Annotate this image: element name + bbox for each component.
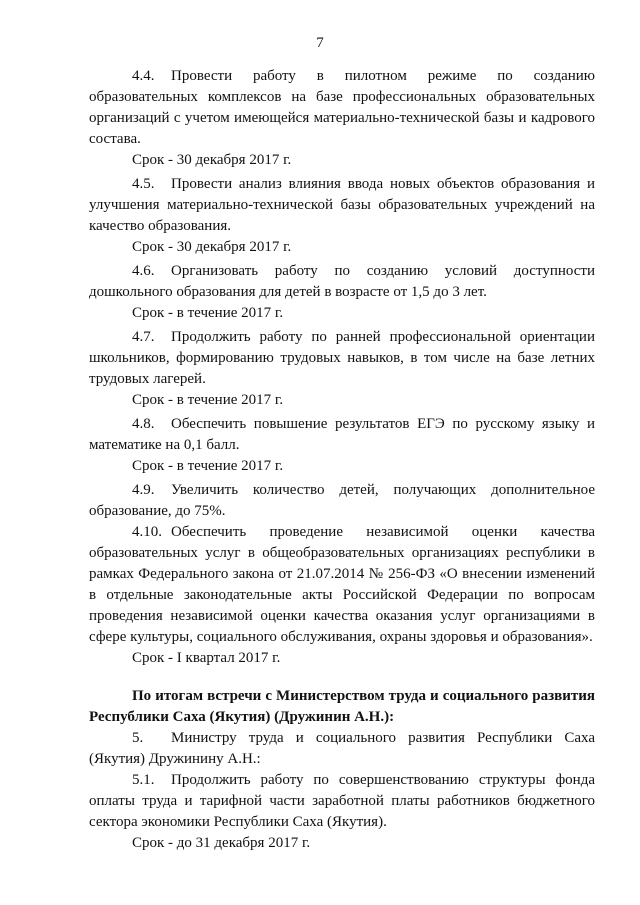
document-body bbox=[89, 66, 595, 857]
item-text: Провести работу в пилотном режиме по созданию образовательных комплексов на базе профессиональных образовательных организаций с учетом имеющейся материально-технической базы и кадрового состава. bbox=[89, 68, 595, 147]
item-text: Продолжить работу по совершенствованию структуры фонда оплаты труда и тарифной части заработной платы работников бюджетного сектора экономики Республики Саха (Якутия). bbox=[89, 772, 595, 830]
item-number: 5.1. bbox=[132, 772, 155, 788]
list-item-4-10 bbox=[89, 522, 595, 648]
item-text: Провести анализ влияния ввода новых объектов образования и улучшения материально-технической базы образовательных учреждений на качество образования. bbox=[89, 176, 595, 234]
item-text: Обеспечить повышение результатов ЕГЭ по русскому языку и математике на 0,1 балл. bbox=[89, 416, 595, 453]
item-text: Организовать работу по созданию условий доступности дошкольного образования для детей в возрасте от 1,5 до 3 лет. bbox=[89, 263, 595, 300]
deadline-4-4: Срок - 30 декабря 2017 г. bbox=[132, 152, 292, 168]
item-number: 4.5. bbox=[132, 176, 155, 192]
deadline-4-6: Срок - в течение 2017 г. bbox=[132, 305, 284, 321]
item-number: 4.8. bbox=[132, 416, 155, 432]
list-item-4-6 bbox=[89, 261, 595, 303]
deadline-4-5: Срок - 30 декабря 2017 г. bbox=[132, 239, 292, 255]
item-number: 5. bbox=[132, 730, 144, 746]
list-item-4-8 bbox=[89, 414, 595, 456]
list-item-5 bbox=[89, 728, 595, 770]
deadline-5-1: Срок - до 31 декабря 2017 г. bbox=[132, 835, 311, 851]
list-item-4-4 bbox=[89, 66, 595, 150]
item-text: Министру труда и социального развития Республики Саха (Якутия) Дружинину А.Н.: bbox=[89, 730, 595, 767]
item-number: 4.6. bbox=[132, 263, 155, 279]
deadline-4-8: Срок - в течение 2017 г. bbox=[132, 458, 284, 474]
item-number: 4.9. bbox=[132, 482, 155, 498]
list-item-4-5 bbox=[89, 174, 595, 237]
deadline-4-7: Срок - в течение 2017 г. bbox=[132, 392, 284, 408]
page-number: 7 bbox=[316, 35, 324, 51]
list-item-4-9 bbox=[89, 480, 595, 522]
deadline-4-10: Срок - I квартал 2017 г. bbox=[132, 650, 281, 666]
item-text: Увеличить количество детей, получающих дополнительное образование, до 75%. bbox=[89, 482, 595, 519]
section-heading: По итогам встречи с Министерством труда и социального развития Республики Саха (Якутия) (Дружинин А.Н.): bbox=[89, 688, 595, 725]
item-number: 4.10. bbox=[132, 524, 162, 540]
list-item-4-7 bbox=[89, 327, 595, 390]
item-number: 4.4. bbox=[132, 68, 155, 84]
item-number: 4.7. bbox=[132, 329, 155, 345]
item-text: Продолжить работу по ранней профессиональной ориентации школьников, формированию трудовых навыков, в том числе на базе летних трудовых лагерей. bbox=[89, 329, 595, 387]
list-item-5-1 bbox=[89, 770, 595, 833]
item-text: Обеспечить проведение независимой оценки качества образовательных услуг в общеобразовательных организациях республики в рамках Федерального закона от 21.07.2014 № 256-ФЗ «О внесении изменений в отдельные законодательные акты Российской Федерации по вопросам проведения независимой оценки качества оказания услуг организациями в сфере культуры, социального обслуживания, охраны здоровья и образования». bbox=[89, 524, 595, 645]
